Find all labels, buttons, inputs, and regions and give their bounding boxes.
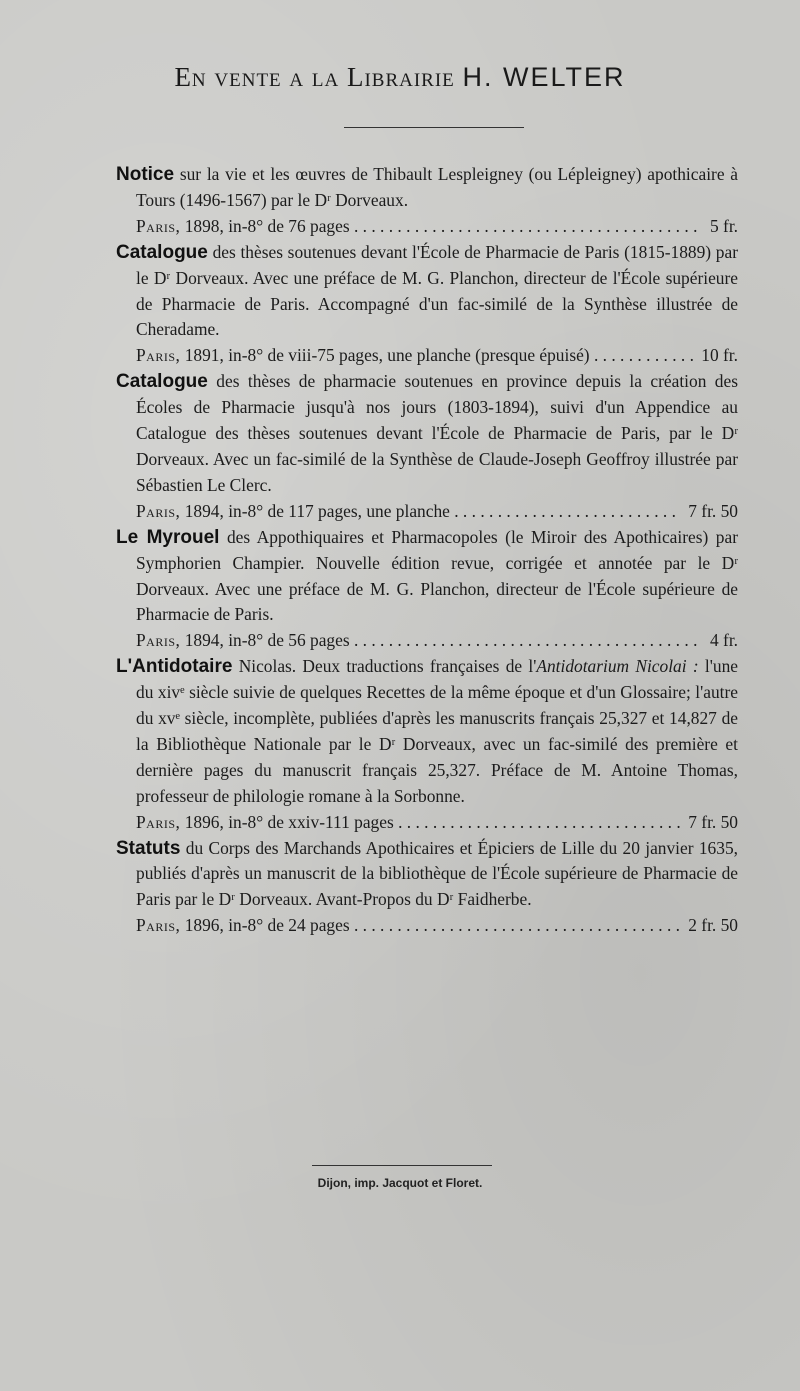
entry-price: 7 fr. 50 (688, 500, 738, 521)
book-entry-myrouel (116, 525, 738, 655)
entry-text: des thèses soutenues devant l'École de Pharmacie de Paris (1815-1889) par le Dʳ Dorveaux. Avec une préface de M. G. Planchon, directeur de l'École supérieure de Pharmacie de Paris. Accompagné d'un fac-similé de la Synthèse illustrée de Cheradame. (136, 241, 738, 340)
entry-text: sur la vie et les œuvres de Thibault Lespleigney (ou Lépleigney) apothicaire à Tours (1496-1567) par le Dʳ Dorveaux. (136, 164, 738, 210)
entry-city: Paris, (136, 630, 181, 651)
entry-text: des thèses de pharmacie soutenues en province depuis la création des Écoles de Pharmacie jusqu'à nos jours (1803-1894), suivi d'un Appendice au Catalogue des thèses soutenues devant l'École de Pharmacie de Paris, par le Dʳ Dorveaux. Avec un fac-similé de la Synthèse de Claude-Joseph Geoffroy illustrée par Sébastien Le Clerc. (136, 371, 738, 495)
entry-details: 1891, in-8° de viii-75 pages, une planche (presque épuisé) (184, 345, 590, 366)
entry-keyword: Le Myrouel (116, 526, 220, 548)
entry-text: des Appothiquaires et Pharmacopoles (le Miroir des Apothicaires) par Symphorien Champier. Nouvelle édition revue, corrigée et annotée par le Dʳ Dorveaux. Avec une préface de M. G. Planchon, directeur de l'École supérieure de Pharmacie de Paris. (136, 526, 738, 625)
header-publisher: H. WELTER (462, 62, 626, 92)
entry-price: 7 fr. 50 (688, 811, 738, 832)
entry-city: Paris, (136, 811, 181, 832)
entry-price-line (136, 499, 738, 525)
entry-text-before: Nicolas. Deux traductions françaises de l' (238, 656, 537, 677)
entry-text: l'une du xivᵉ siècle suivie de quelques Recettes de la même époque et d'un Glossaire; l'autre du xvᵉ siècle, incomplète, publiées d'après les manuscrits français 25,327 et 14,827 de la Bibliothèque Nationale par le Dʳ Dorveaux, avec un fac-similé des première et dernière pages du manuscrit français 25,327. Préface de M. Antoine Thomas, professeur de philologie romane à la Sorbonne. (136, 656, 738, 806)
entry-keyword: L'Antidotaire (116, 656, 233, 678)
entry-city: Paris, (136, 915, 181, 936)
bottom-divider (312, 1165, 492, 1166)
book-entry-antidotaire (116, 654, 738, 835)
entry-price-line (136, 628, 738, 654)
entry-keyword: Catalogue (116, 371, 208, 393)
entry-city: Paris, (136, 215, 181, 236)
entry-details: 1896, in-8° de xxiv-111 pages (184, 811, 394, 832)
entry-keyword: Notice (116, 164, 175, 185)
entry-text: du Corps des Marchands Apothicaires et Épiciers de Lille du 20 janvier 1635, publiés d'après un manuscrit de la bibliothèque de l'École supérieure de Pharmacie de Paris par le Dʳ Dorveaux. Avant-Propos du Dʳ Faidherbe. (136, 837, 738, 910)
entry-keyword: Catalogue (116, 241, 208, 263)
printer-imprint: Dijon, imp. Jacquot et Floret. (317, 1176, 483, 1190)
book-entry-catalogue-province (116, 369, 738, 524)
entry-city: Paris, (136, 345, 181, 366)
entry-details: 1894, in-8° de 117 pages, une planche (184, 500, 450, 521)
header-lead: En vente a la Librairie (174, 62, 455, 92)
book-entry-notice (116, 162, 738, 240)
entry-price-line (136, 913, 738, 939)
book-entry-statuts (116, 836, 738, 940)
top-divider (344, 127, 524, 128)
entry-price: 10 fr. (701, 345, 738, 366)
entry-price-line (136, 343, 738, 369)
entry-city: Paris, (136, 500, 181, 521)
entry-price-line (136, 810, 738, 836)
book-list (116, 162, 738, 939)
entry-keyword: Statuts (116, 837, 181, 859)
entry-price: 2 fr. 50 (688, 915, 738, 936)
entry-italic-title: Antidotarium Nicolai : (536, 656, 699, 677)
page-header (0, 62, 800, 93)
entry-price-line (136, 214, 738, 240)
entry-price: 4 fr. (709, 630, 738, 651)
entry-details: 1896, in-8° de 24 pages (184, 915, 350, 936)
entry-details: 1894, in-8° de 56 pages (184, 630, 350, 651)
entry-details: 1898, in-8° de 76 pages (184, 215, 350, 236)
entry-price: 5 fr. (709, 215, 738, 236)
book-entry-catalogue-paris (116, 240, 738, 370)
